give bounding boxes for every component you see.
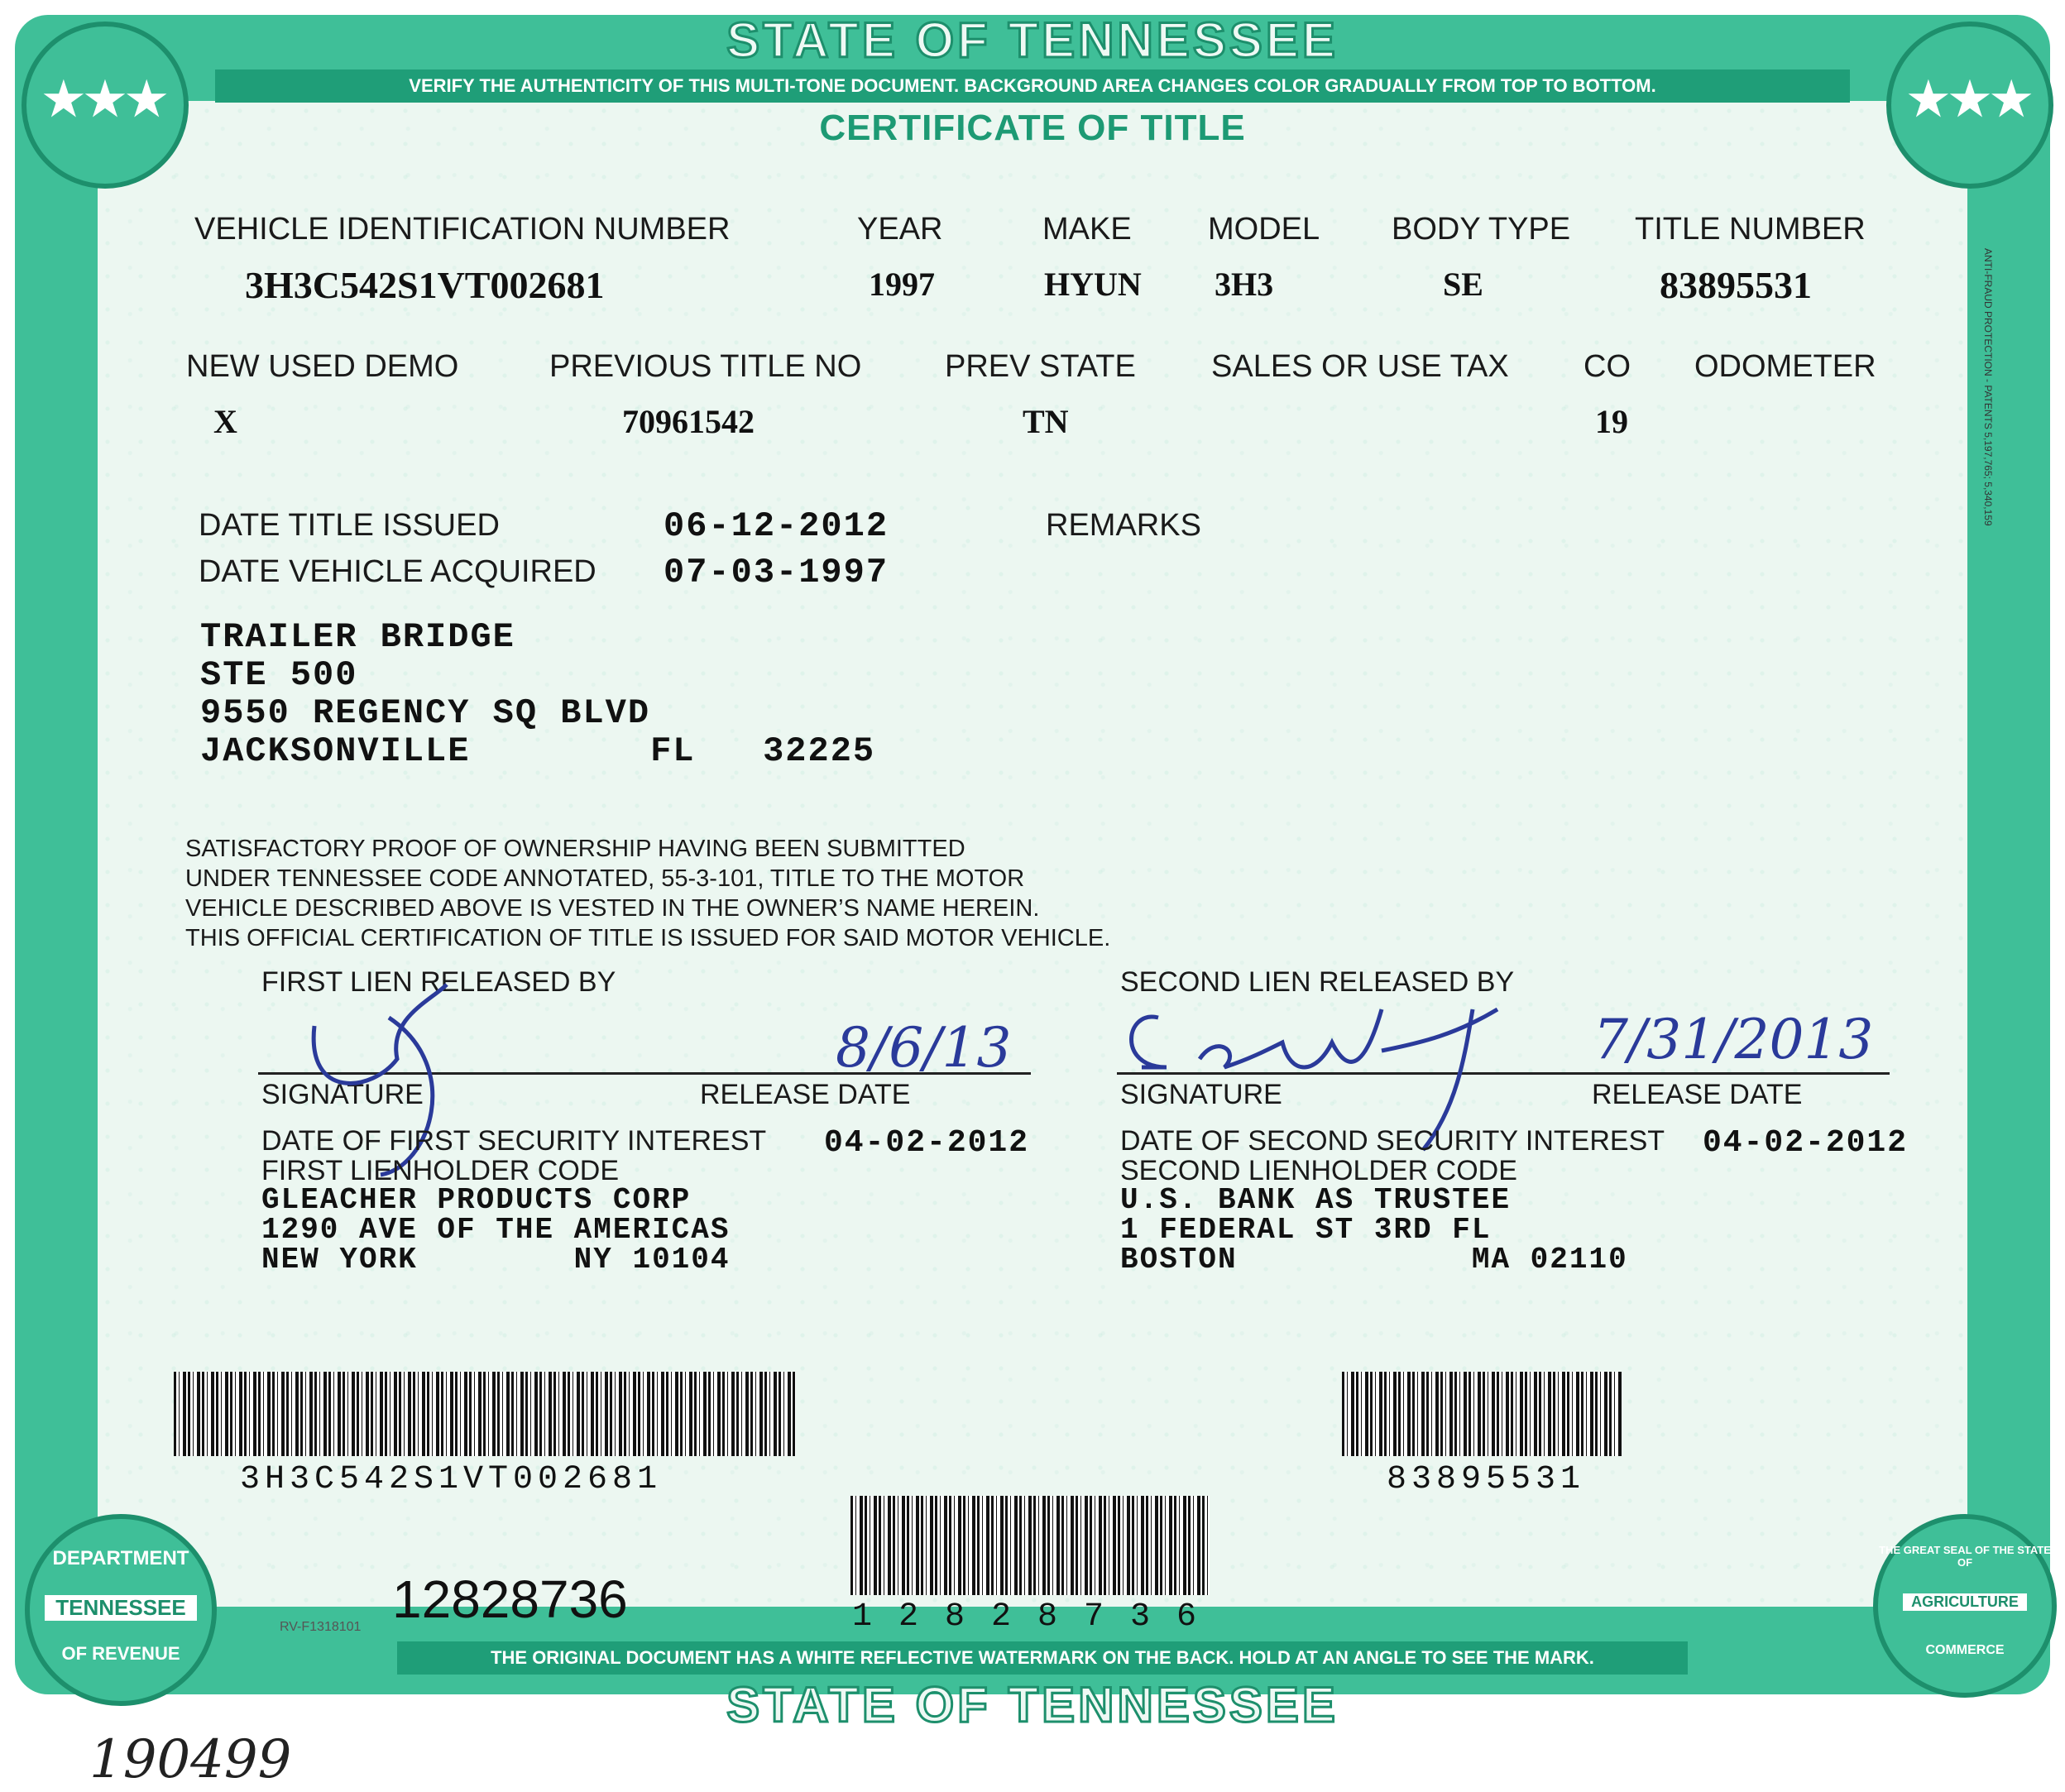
certification-line-1: SATISFACTORY PROOF OF OWNERSHIP HAVING BEEN SUBMITTED	[185, 836, 965, 862]
first-lien-released-label: FIRST LIEN RELEASED BY	[261, 966, 616, 998]
title-barcode-text: 83895531	[1387, 1461, 1586, 1498]
control-number: 12828736	[392, 1569, 628, 1629]
department-of-revenue-seal	[25, 1514, 217, 1706]
remarks-label: REMARKS	[1046, 508, 1201, 543]
star-emblem-top-left	[22, 22, 189, 189]
model-label: MODEL	[1208, 212, 1320, 247]
date-acquired-value: 07-03-1997	[664, 553, 889, 592]
first-security-interest-label: DATE OF FIRST SECURITY INTEREST	[261, 1125, 767, 1157]
date-issued-label: DATE TITLE ISSUED	[199, 508, 500, 543]
make-label: MAKE	[1042, 212, 1132, 247]
three-stars-icon: ★★★	[1907, 73, 2033, 125]
vin-barcode	[174, 1372, 796, 1456]
vin-label: VEHICLE IDENTIFICATION NUMBER	[194, 212, 731, 247]
verify-strip: VERIFY THE AUTHENTICITY OF THIS MULTI-TONE DOCUMENT. BACKGROUND AREA CHANGES COLOR GRADUALLY FROM TOP TO BOTTOM.	[215, 69, 1850, 103]
seal-dept-mid: TENNESSEE	[45, 1595, 197, 1621]
first-lienholder-address: 1290 AVE OF THE AMERICAS	[261, 1213, 731, 1247]
second-security-interest-label: DATE OF SECOND SECURITY INTEREST	[1120, 1125, 1665, 1157]
great-seal-top-text: THE GREAT SEAL OF THE STATE OF	[1879, 1544, 2051, 1569]
second-security-interest-date: 04-02-2012	[1703, 1125, 1909, 1161]
title-number-value: 83895531	[1660, 264, 1812, 306]
handwritten-number: 190499	[89, 1729, 292, 1790]
second-signature-label: SIGNATURE	[1120, 1079, 1282, 1110]
control-barcode-text: 1 2 8 2 8 7 3 6	[852, 1598, 1200, 1636]
previous-title-label: PREVIOUS TITLE NO	[549, 349, 862, 384]
second-lien-released-label: SECOND LIEN RELEASED BY	[1120, 966, 1515, 998]
second-release-date-handwritten: 7/31/2013	[1593, 1008, 1874, 1071]
model-value: 3H3	[1215, 266, 1274, 303]
vin-value: 3H3C542S1VT002681	[245, 264, 605, 306]
previous-state-label: PREV STATE	[945, 349, 1136, 384]
certification-line-3: VEHICLE DESCRIBED ABOVE IS VESTED IN THE OWNER’S NAME HEREIN.	[185, 895, 1040, 922]
owner-suite: STE 500	[200, 655, 358, 695]
seal-dept-bottom: OF REVENUE	[61, 1643, 180, 1664]
second-lienholder-name: U.S. BANK AS TRUSTEE	[1120, 1183, 1512, 1217]
great-seal-bottom-text: COMMERCE	[1925, 1643, 2005, 1657]
body-type-label: BODY TYPE	[1392, 212, 1571, 247]
great-seal-of-tennessee	[1873, 1514, 2057, 1698]
second-lienholder-code-label: SECOND LIENHOLDER CODE	[1120, 1155, 1517, 1186]
first-lienholder-code-label: FIRST LIENHOLDER CODE	[261, 1155, 620, 1186]
new-used-demo-label: NEW USED DEMO	[186, 349, 459, 384]
date-acquired-label: DATE VEHICLE ACQUIRED	[199, 554, 597, 589]
certification-line-2: UNDER TENNESSEE CODE ANNOTATED, 55-3-101, TITLE TO THE MOTOR	[185, 865, 1025, 892]
form-code: RV-F1318101	[280, 1620, 362, 1634]
document-title: CERTIFICATE OF TITLE	[819, 108, 1246, 148]
first-security-interest-date: 04-02-2012	[824, 1125, 1030, 1161]
owner-name: TRAILER BRIDGE	[200, 617, 515, 657]
owner-city-state-zip: JACKSONVILLE FL 32225	[200, 731, 876, 771]
vin-barcode-text: 3H3C542S1VT002681	[240, 1461, 663, 1498]
watermark-strip: THE ORIGINAL DOCUMENT HAS A WHITE REFLECTIVE WATERMARK ON THE BACK. HOLD AT AN ANGLE TO SEE THE MARK.	[397, 1641, 1688, 1675]
body-type-value: SE	[1443, 266, 1483, 303]
second-release-date-label: RELEASE DATE	[1592, 1079, 1803, 1110]
first-lienholder-name: GLEACHER PRODUCTS CORP	[261, 1183, 692, 1217]
first-release-date-handwritten: 8/6/13	[836, 1016, 1012, 1080]
certification-line-4: THIS OFFICIAL CERTIFICATION OF TITLE IS ISSUED FOR SAID MOTOR VEHICLE.	[185, 925, 1111, 951]
state-banner-bottom: STATE OF TENNESSEE	[726, 1677, 1339, 1732]
first-release-date-label: RELEASE DATE	[700, 1079, 911, 1110]
sales-tax-label: SALES OR USE TAX	[1211, 349, 1509, 384]
date-issued-value: 06-12-2012	[664, 506, 889, 546]
year-label: YEAR	[857, 212, 943, 247]
star-emblem-top-right	[1886, 22, 2053, 189]
first-lienholder-city: NEW YORK NY 10104	[261, 1243, 731, 1277]
odometer-label: ODOMETER	[1694, 349, 1876, 384]
control-barcode	[850, 1496, 1210, 1595]
great-seal-mid-text: AGRICULTURE	[1903, 1593, 2027, 1611]
title-barcode	[1342, 1372, 1622, 1456]
owner-street: 9550 REGENCY SQ BLVD	[200, 693, 651, 733]
new-used-demo-value: X	[213, 403, 237, 440]
year-value: 1997	[869, 266, 935, 303]
state-banner-top: STATE OF TENNESSEE	[726, 12, 1339, 68]
title-number-label: TITLE NUMBER	[1635, 212, 1866, 247]
make-value: HYUN	[1044, 266, 1142, 303]
previous-title-value: 70961542	[622, 403, 755, 440]
first-signature-label: SIGNATURE	[261, 1079, 424, 1110]
county-value: 19	[1595, 403, 1628, 440]
three-stars-icon: ★★★	[42, 73, 168, 125]
second-lienholder-city: BOSTON MA 02110	[1120, 1243, 1628, 1277]
anti-fraud-text: ANTI-FRAUD PROTECTION - PATENTS 5,197,765; 5,340,159	[1982, 248, 1994, 526]
previous-state-value: TN	[1023, 403, 1069, 440]
county-label: CO	[1583, 349, 1631, 384]
seal-dept-top: DEPARTMENT	[52, 1547, 189, 1569]
second-lienholder-address: 1 FEDERAL ST 3RD FL	[1120, 1213, 1492, 1247]
